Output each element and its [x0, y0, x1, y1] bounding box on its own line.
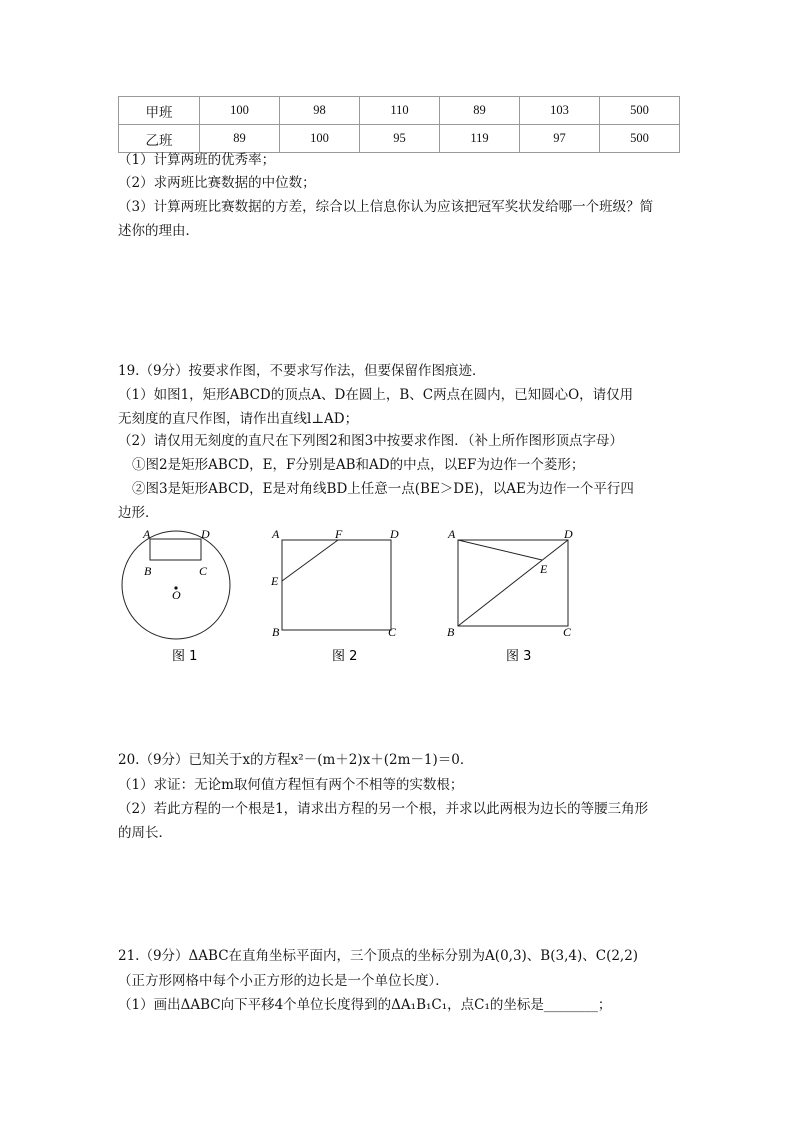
circle [122, 531, 230, 639]
figure-3 [440, 522, 590, 672]
q19-heading: 19.（9分）按要求作图，不要求写作法，但要保留作图痕迹． [118, 363, 486, 379]
table-cell: 89 [440, 97, 520, 125]
q18-part3-line1: （3）计算两班比赛数据的方差，综合以上信息你认为应该把冠军奖状发给哪一个班级？简 [118, 199, 654, 215]
q19-part2-item1: ①图2是矩形ABCD，E，F分别是AB和AD的中点，以EF为边作一个菱形； [132, 457, 585, 473]
table-row [119, 125, 680, 153]
q19-part1-line1: （1）如图1，矩形ABCD的顶点A、D在圆上，B、C两点在圆内，已知圆心O，请仅用 [118, 387, 634, 403]
label-f: F [335, 527, 343, 541]
q20-part2-line1: （2）若此方程的一个根是1，请求出方程的另一个根，并求以此两根为边长的等腰三角形 [118, 801, 649, 817]
label-c: C [563, 625, 572, 639]
label-c: C [199, 564, 208, 578]
table-row [119, 97, 680, 125]
label-b: B [272, 625, 280, 639]
q21-note: （正方形网格中每个小正方形的边长是一个单位长度）． [118, 973, 449, 989]
label-b: B [144, 564, 152, 578]
q18-part1: （1）计算两班的优秀率； [118, 152, 276, 168]
table-cell: 95 [360, 125, 440, 153]
q20-heading: 20.（9分）已知关于x的方程x²－(m＋2)x＋(2m－1)＝0． [118, 752, 474, 768]
label-b: B [447, 625, 455, 639]
q19-part2: （2）请仅用无刻度的直尺在下列图2和图3中按要求作图．（补上所作图形顶点字母） [118, 433, 624, 449]
table-cell: 100 [280, 125, 360, 153]
label-d: D [390, 527, 399, 541]
q21-part1: （1）画出ΔABC向下平移4个单位长度得到的ΔA₁B₁C₁，点C₁的坐标是________； [118, 997, 612, 1013]
figure-2-caption: 图 2 [332, 649, 358, 664]
table-cell: 98 [280, 97, 360, 125]
table-cell: 119 [440, 125, 520, 153]
figure-1 [114, 522, 244, 672]
score-table [118, 96, 680, 153]
label-d: D [564, 527, 573, 541]
label-o: O [172, 588, 181, 602]
label-e: E [271, 574, 279, 588]
class-name-cell: 甲班 [119, 97, 200, 125]
table-cell: 103 [520, 97, 600, 125]
table-cell: 89 [200, 125, 280, 153]
label-e: E [540, 562, 548, 576]
segment-ef [282, 540, 338, 581]
table-cell: 97 [520, 125, 600, 153]
label-d: D [201, 527, 210, 541]
segment-ae [458, 540, 542, 560]
figure-3-caption: 图 3 [506, 649, 532, 664]
q20-part2-line2: 的周长． [118, 825, 172, 841]
figure-1-caption: 图 1 [172, 649, 198, 664]
label-a: A [143, 527, 151, 541]
q19-part1-line2: 无刻度的直尺作图，请作出直线l⊥AD； [118, 411, 359, 427]
q19-part2-item2-cont: 边形． [118, 505, 159, 521]
figure-2 [266, 522, 416, 672]
label-a: A [272, 527, 280, 541]
q20-part1: （1）求证：无论m取何值方程恒有两个不相等的实数根； [118, 777, 464, 793]
label-c: C [388, 625, 397, 639]
rectangle-abcd [282, 540, 391, 630]
q19-part2-item2: ②图3是矩形ABCD，E是对角线BD上任意一点(BE＞DE)，以AE为边作一个平行四 [132, 481, 634, 497]
label-a: A [448, 527, 456, 541]
table-cell: 110 [360, 97, 440, 125]
table-cell: 500 [600, 125, 680, 153]
table-cell: 100 [200, 97, 280, 125]
class-name-cell: 乙班 [119, 125, 200, 153]
q18-part2: （2）求两班比赛数据的中位数； [118, 175, 316, 191]
table-cell: 500 [600, 97, 680, 125]
q21-heading: 21.（9分）ΔABC在直角坐标平面内，三个顶点的坐标分别为A(0,3)、B(3,4)、C(2,2) [118, 948, 639, 964]
rectangle-abcd [150, 539, 201, 560]
q18-part3-line2: 述你的理由． [118, 223, 199, 239]
